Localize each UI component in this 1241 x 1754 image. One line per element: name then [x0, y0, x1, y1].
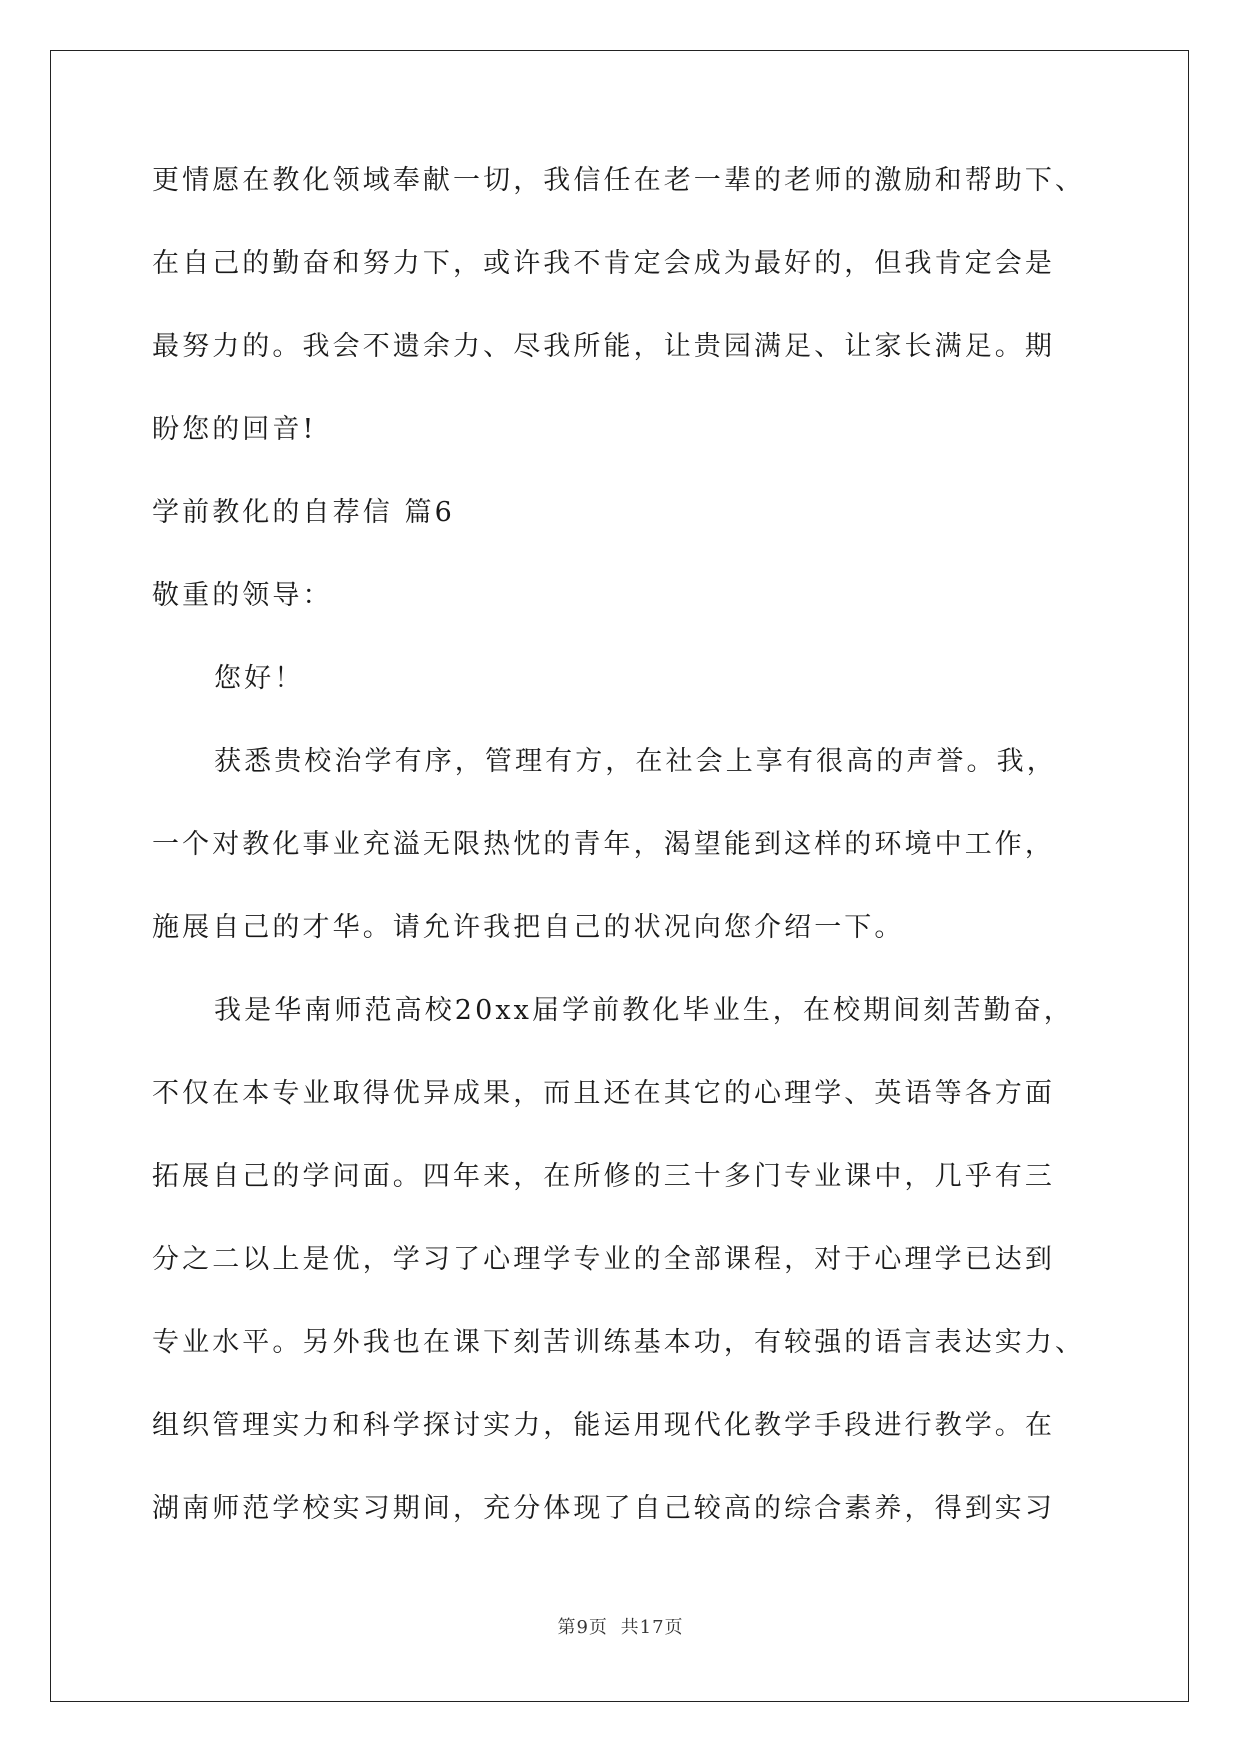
paragraph-line: 一个对教化事业充溢无限热忱的青年，渴望能到这样的环境中工作， — [152, 829, 1055, 860]
paragraph-line: 专业水平。另外我也在课下刻苦训练基本功，有较强的语言表达实力、 — [152, 1327, 1086, 1358]
document-body — [152, 160, 1102, 1571]
total-pages: 共17页 — [620, 1617, 684, 1638]
paragraph-line: 最努力的。我会不遗余力、尽我所能，让贵园满足、让家长满足。期 — [152, 331, 1055, 362]
page-number: 第9页 — [557, 1617, 608, 1638]
paragraph-line: 湖南师范学校实习期间，充分体现了自己较高的综合素养，得到实习 — [152, 1493, 1055, 1524]
paragraph-line: 盼您的回音! — [152, 414, 317, 445]
paragraph-line: 分之二以上是优，学习了心理学专业的全部课程，对于心理学已达到 — [152, 1244, 1055, 1275]
paragraph-line: 更情愿在教化领域奉献一切，我信任在老一辈的老师的激励和帮助下、 — [152, 165, 1086, 196]
paragraph-line: 不仅在本专业取得优异成果，而且还在其它的心理学、英语等各方面 — [152, 1078, 1055, 1109]
paragraph-line: 我是华南师范高校20xx届学前教化毕业生，在校期间刻苦勤奋， — [214, 995, 1074, 1026]
greeting: 您好！ — [214, 663, 305, 694]
paragraph-line: 组织管理实力和科学探讨实力，能运用现代化教学手段进行教学。在 — [152, 1410, 1055, 1441]
section-heading: 学前教化的自荐信 篇6 — [152, 497, 455, 528]
salutation: 敬重的领导： — [152, 580, 333, 611]
page-footer — [0, 1613, 1241, 1639]
paragraph-line: 拓展自己的学问面。四年来，在所修的三十多门专业课中，几乎有三 — [152, 1161, 1055, 1192]
paragraph-line: 施展自己的才华。请允许我把自己的状况向您介绍一下。 — [152, 912, 905, 943]
paragraph-line: 获悉贵校治学有序，管理有方，在社会上享有很高的声誉。我， — [214, 746, 1057, 777]
paragraph-line: 在自己的勤奋和努力下，或许我不肯定会成为最好的，但我肯定会是 — [152, 248, 1055, 279]
